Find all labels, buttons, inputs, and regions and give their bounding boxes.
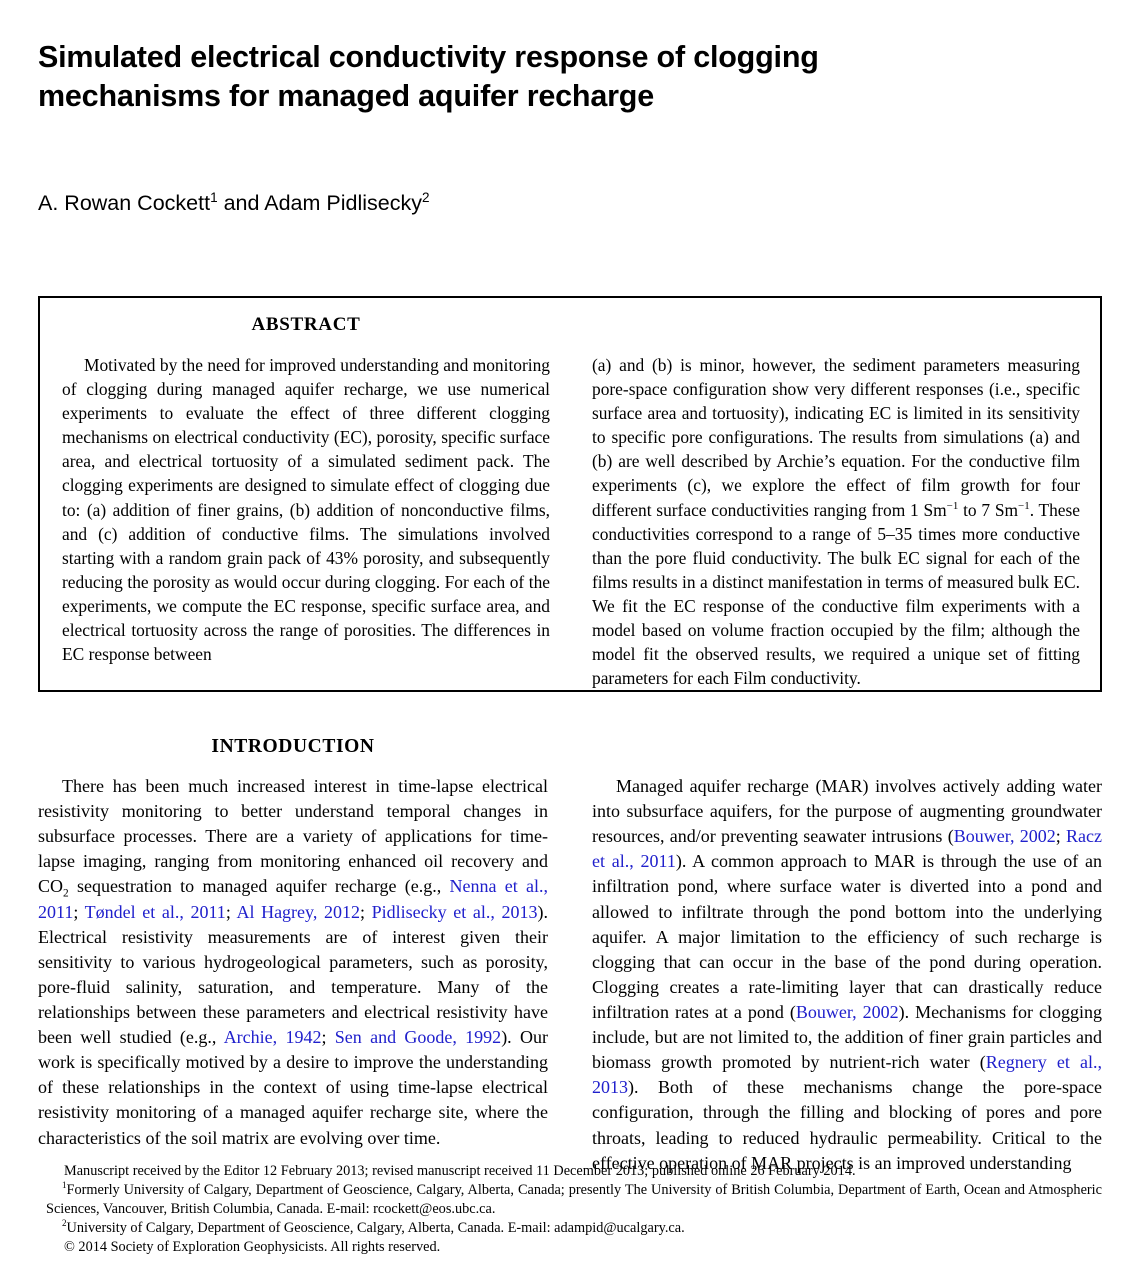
author-list [38, 190, 938, 218]
citation-al-hagrey-2012[interactable]: Al Hagrey, 2012 [236, 901, 360, 922]
citation-sen-goode-1992[interactable]: Sen and Goode, 1992 [334, 1027, 502, 1048]
footnote-block [46, 1162, 1102, 1257]
citation-nenna-2011[interactable]: Nenna et al., 2011 [38, 876, 548, 922]
intro-right-sep-1: ; [1055, 826, 1066, 847]
introduction-heading: INTRODUCTION [211, 736, 375, 757]
citation-tondel-2011[interactable]: Tøndel et al., 2011 [84, 901, 226, 922]
footnote-marker-2: 2 [62, 1218, 67, 1229]
intro-right-text-2: ). A common approach to MAR is through the use of an infiltration pond, where surface water is diverted into a pond and allowed to infiltrate through the pond bottom into the underlying aquifer. A major limitation to the efficiency of such recharge is clogging that can occur in the base of the pond during operation. Clogging creates a rate-limiting layer that can drastically reduce infiltration rates at a pond ( [592, 851, 1102, 1022]
author-conjunction: and Adam Pidlisecky [217, 191, 422, 215]
citation-archie-1942[interactable]: Archie, 1942 [223, 1027, 322, 1048]
conductivity-value-low: 1 Sm [910, 499, 947, 520]
footnote-affiliation-1 [46, 1181, 1102, 1219]
footnote-affiliation-1-text: Formerly University of Calgary, Department of Geoscience, Calgary, Alberta, Canada; presently The University of British Columbia, Department of Earth, Ocean and Atmospheric Sciences, Vancouver, British Columbia, Canada. E-mail: rcockett@eos.ubc.ca. [46, 1182, 1102, 1217]
abstract-right-text-1: (a) and (b) is minor, however, the sediment parameters measuring pore-space configuration show very different responses (i.e., specific surface area and tortuosity), indicating EC is limited in its sensitivity to specific pore configurations. The results from simulations (a) and (b) are well described by Archie’s equation. For the conductive film experiments (c), we explore the effect of film growth for four different surface conductivities ranging from [592, 355, 1080, 520]
author-two-affiliation-marker: 2 [421, 189, 430, 205]
abstract-right-text-2: . These conductivities correspond to a range of 5–35 times more conductive than the pore fluid conductivity. The bulk EC signal for each of the films results in a distinct manifestation in terms of measured bulk EC. We fit the EC response of the conductive film experiments with a model based on volume fraction occupied by the film; although the model fit the observed results, we required a unique set of fitting parameters for each Film conductivity. [592, 499, 1080, 689]
intro-left-text-2: sequestration to managed aquifer recharge (e.g., [68, 876, 450, 897]
abstract-paragraph-left: Motivated by the need for improved understanding and monitoring of clogging during managed aquifer recharge, we use numerical experiments to evaluate the effect of three different clogging mechanisms on electrical conductivity (EC), porosity, specific surface area, and electrical tortuosity of a simulated sediment pack. The clogging experiments are designed to simulate effect of clogging due to: (a) addition of finer grains, (b) addition of nonconductive films, and (c) addition of conductive films. The simulations involved starting with a random grain pack of 43% porosity, and subsequently reducing the porosity as would occur during clogging. For each of the experiments, we compute the EC response, specific surface area, and electrical tortuosity across the range of porosities. The differences in EC response between [62, 355, 550, 665]
intro-left-text-3: ). Electrical resistivity measurements are of interest given their sensitivity to various hydrogeological parameters, such as porosity, pore-fluid salinity, saturation, and temperature. Many of the relationships between these parameters and electrical resistivity have been well studied (e.g., [38, 901, 548, 1048]
page-title: Simulated electrical conductivity response of clogging mechanisms for managed aquifer recharge [38, 40, 819, 114]
citation-pidlisecky-2013[interactable]: Pidlisecky et al., 2013 [371, 901, 538, 922]
conductivity-value-high: 7 Sm [981, 499, 1019, 520]
citation-bouwer-2002-second[interactable]: Bouwer, 2002 [795, 1001, 899, 1022]
intro-right-text-3: ). Mechanisms for clogging include, but are not limited to, the addition of finer grain particles and biomass growth promoted by nutrient-rich water ( [592, 1001, 1102, 1073]
intro-left-text-4: ). Our work is specifically motived by a desire to improve the understanding of these relationships in the context of using time-lapse electrical resistivity monitoring of a managed aquifer recharge site, where the characteristics of the soil matrix are evolving over time. [38, 1027, 548, 1148]
abstract-column-left [62, 314, 550, 690]
footnote-affiliation-2-text: University of Calgary, Department of Geoscience, Calgary, Alberta, Canada. E-mail: adampid@ucalgary.ca. [66, 1220, 685, 1236]
intro-left-sep-3: ; [360, 901, 372, 922]
author-one-affiliation-marker: 1 [210, 189, 218, 205]
intro-left-text-1: There has been much increased interest in time-lapse electrical resistivity monitoring to better understand temporal changes in subsurface processes. There are a variety of applications for time-lapse imaging, ranging from monitoring enhanced oil recovery and CO [38, 776, 548, 897]
introduction-paragraph-right [592, 774, 1102, 1176]
abstract-columns [62, 314, 1078, 690]
co2-subscript: 2 [63, 888, 69, 901]
citation-racz-2011[interactable]: Racz et al., 2011 [592, 826, 1102, 872]
abstract-heading: ABSTRACT [251, 314, 361, 335]
footnote-marker-1: 1 [62, 1180, 67, 1191]
body-columns [38, 736, 1102, 1176]
footnote-affiliation-2 [46, 1219, 1102, 1238]
abstract-box [38, 296, 1102, 692]
intro-left-sep-1: ; [73, 901, 85, 922]
introduction-paragraph-left [38, 774, 548, 1151]
intro-left-sep-2: ; [225, 901, 237, 922]
abstract-right-mid: to [958, 499, 982, 520]
authors-block [38, 190, 938, 218]
abstract-column-right [592, 314, 1080, 690]
footnote-copyright: © 2014 Society of Exploration Geophysicists. All rights reserved. [64, 1239, 441, 1255]
footnote-manuscript-dates: Manuscript received by the Editor 12 February 2013; revised manuscript received 11 December 2013; published online 26 February 2014. [64, 1163, 856, 1179]
author-one: A. Rowan Cockett [38, 191, 211, 215]
citation-bouwer-2002-first[interactable]: Bouwer, 2002 [953, 826, 1056, 847]
abstract-paragraph-right [592, 353, 1080, 690]
body-column-right [592, 736, 1102, 1176]
intro-right-text-1: Managed aquifer recharge (MAR) involves actively adding water into subsurface aquifers, for the purpose of augmenting groundwater resources, and/or preventing seawater intrusions ( [592, 776, 1102, 847]
conductivity-exponent-high: −1 [1018, 499, 1030, 512]
conductivity-exponent-low: −1 [946, 499, 959, 512]
intro-left-sep-4: ; [321, 1027, 335, 1048]
citation-regnery-2013[interactable]: Regnery et al., 2013 [592, 1052, 1102, 1098]
intro-right-text-4: ). Both of these mechanisms change the pore-space configuration, through the filling and blocking of pores and pore throats, leading to reduced hydraulic permeability. Critical to the effective operation of MAR projects is an improved understanding [592, 1077, 1102, 1173]
body-column-left [38, 736, 548, 1176]
title-block [38, 38, 868, 116]
